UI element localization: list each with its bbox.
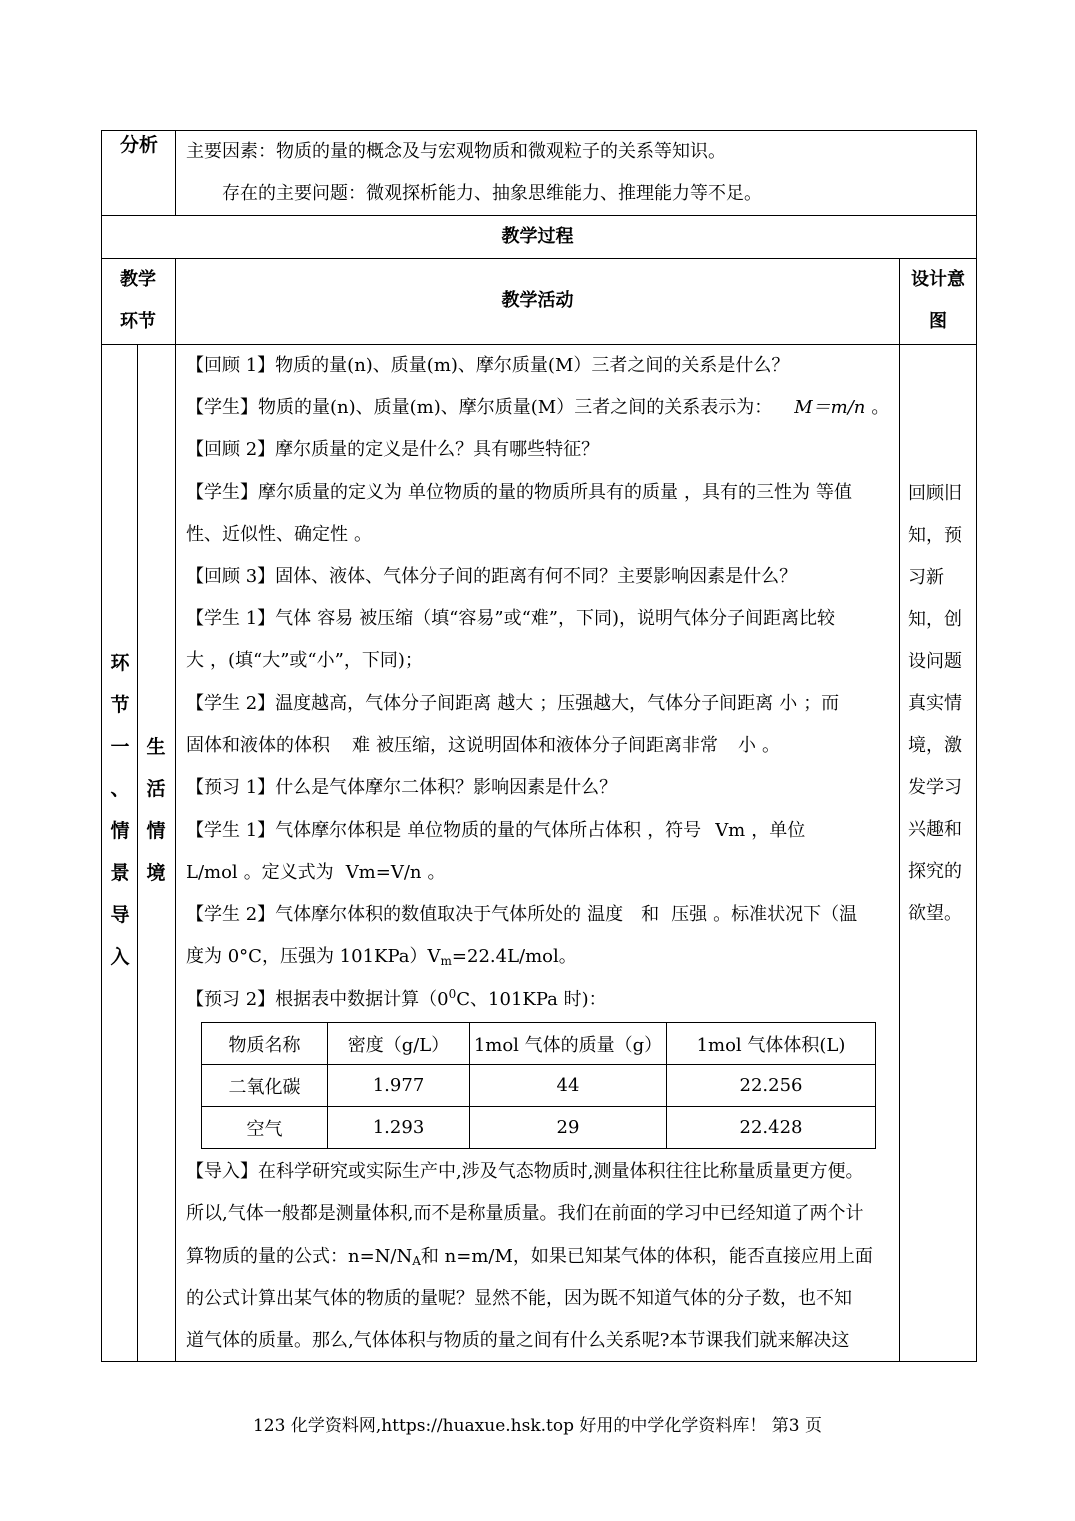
table-cell: 44 — [470, 1065, 667, 1107]
gas-student-2 — [186, 695, 839, 713]
text: 。 — [354, 524, 372, 545]
intent-line: 知，创 — [908, 609, 962, 630]
table-header-cell: 1mol 气体的质量（g） — [470, 1023, 667, 1065]
stage-char: 一 — [110, 736, 130, 758]
text: 。 — [762, 735, 780, 756]
text: 被压缩（填“容易”或“难”，下同)，说明气体分子间距离比较 — [359, 608, 836, 629]
stage-char: 情 — [110, 820, 130, 842]
text: ，(填“大”或“小”，下同)； — [210, 650, 423, 671]
text: C、101KPa 时)： — [456, 989, 607, 1010]
table-header-cell: 物质名称 — [202, 1023, 328, 1065]
gas-student-2-cont — [186, 737, 780, 755]
gas-student-1 — [186, 610, 835, 628]
superscript: 0 — [448, 987, 457, 1001]
text: 。 — [871, 397, 890, 418]
header-stage-line-1: 教学 — [120, 269, 156, 290]
process-title: 教学过程 — [501, 226, 574, 247]
analysis-line-1: 主要因素：物质的量的概念及与宏观物质和微观粒子的关系等知识。 — [186, 141, 726, 162]
stage-char: 景 — [110, 862, 130, 884]
text: 算物质的量的公式：n=N/N — [186, 1246, 413, 1267]
answer: M＝m/n — [794, 397, 866, 418]
intro-line-2: 所以,气体一般都是测量体积,而不是称量质量。我们在前面的学习中已经知道了两个计 — [186, 1203, 864, 1224]
gas-data-table — [201, 1022, 876, 1149]
answer: Vm — [715, 820, 746, 841]
preview-student-2-cont — [186, 948, 577, 966]
analysis-line-2: 存在的主要问题：微观探析能力、抽象思维能力、推理能力等不足。 — [222, 183, 762, 204]
text: ；压强越大，气体分子间距离 — [539, 693, 774, 714]
text: ，单位 — [751, 820, 806, 841]
table-header-cell: 密度（g/L） — [328, 1023, 470, 1065]
header-activity: 教学活动 — [501, 290, 574, 311]
answer: 容易 — [317, 608, 354, 629]
answer: 压强 — [671, 904, 708, 925]
intro-line-5: 道气体的质量。那么,气体体积与物质的量之间有什么关系呢?本节课我们就来解决这 — [186, 1330, 850, 1351]
answer: 小 — [738, 735, 756, 756]
table-cell: 空气 — [202, 1107, 328, 1149]
text: =22.4L/mol。 — [451, 946, 577, 967]
text: 被压缩，这说明固体和液体分子间距离非常 — [376, 735, 718, 756]
table-row — [202, 1065, 876, 1107]
answer: 小 — [779, 693, 798, 714]
rule — [175, 258, 176, 1362]
text: 【学生 2】气体摩尔体积的数值取决于气体所处的 — [186, 904, 582, 925]
text: 和 n=m/M，如果已知某气体的体积，能否直接应用上面 — [420, 1246, 873, 1267]
stage-char: 、 — [110, 778, 130, 800]
text: 固体和液体的体积 — [186, 735, 330, 756]
review-2: 【回顾 2】摩尔质量的定义是什么？具有哪些特征？ — [186, 439, 600, 460]
table-cell: 22.428 — [667, 1107, 876, 1149]
intent-line: 知，预 — [908, 525, 962, 546]
rule — [101, 344, 977, 345]
table-cell: 22.256 — [667, 1065, 876, 1107]
stage-label — [102, 642, 138, 978]
text: 和 — [641, 904, 660, 925]
sub-stage-label — [138, 726, 174, 894]
table-cell: 29 — [470, 1107, 667, 1149]
page-footer: 123 化学资料网,https://huaxue.hsk.top 好用的中学化学资料库！ 第3 页 — [252, 1416, 823, 1436]
student-answer-2 — [186, 484, 858, 502]
text: 【预习 2】根据表中数据计算（0 — [186, 989, 449, 1010]
sub-stage-char: 生 — [146, 736, 166, 758]
stage-char: 导 — [110, 904, 130, 926]
intent-line: 习新 — [908, 567, 944, 588]
text: 【学生】摩尔质量的定义为 — [186, 482, 402, 503]
text: 【学生】物质的量(n)、质量(m)、摩尔质量(M）三者之间的关系表示为： — [186, 397, 773, 418]
intent-line: 发学习 — [908, 777, 962, 798]
student-answer-2-cont — [186, 526, 378, 544]
stage-char: 环 — [110, 652, 130, 674]
stage-char: 入 — [110, 946, 130, 968]
preview-student-1-cont — [186, 864, 446, 882]
design-intent — [908, 473, 962, 935]
text: 。定义式为 — [243, 862, 334, 883]
answer: 等值 — [816, 482, 852, 503]
preview-1: 【预习 1】什么是气体摩尔二体积？影响因素是什么？ — [186, 777, 618, 798]
intent-line: 真实情 — [908, 693, 962, 714]
answer: 性、近似性、确定性 — [186, 524, 348, 545]
rule — [101, 258, 977, 259]
table-header-cell: 1mol 气体体积(L) — [667, 1023, 876, 1065]
rule — [899, 258, 900, 1362]
text: 【学生 2】温度越高，气体分子间距离 — [186, 693, 492, 714]
answer: 难 — [352, 735, 370, 756]
intent-line: 设问题 — [908, 651, 962, 672]
intent-line: 兴趣和 — [908, 819, 962, 840]
intent-line: 欲望。 — [908, 903, 962, 924]
text: ，具有的三性为 — [684, 482, 810, 503]
analysis-label: 分析 — [120, 134, 159, 156]
review-3: 【回顾 3】固体、液体、气体分子间的距离有何不同？主要影响因素是什么？ — [186, 566, 798, 587]
intent-line: 探究的 — [908, 861, 962, 882]
intent-line: 回顾旧 — [908, 483, 962, 504]
stage-char: 节 — [110, 694, 130, 716]
table-cell: 二氧化碳 — [202, 1065, 328, 1107]
intro-line-4: 的公式计算出某气体的物质的量呢？显然不能，因为既不知道气体的分子数，也不知 — [186, 1288, 852, 1309]
table-header-row — [202, 1023, 876, 1065]
text: 。 — [427, 862, 446, 883]
preview-student-1 — [186, 822, 805, 840]
header-stage-line-2: 环节 — [120, 311, 156, 332]
rule — [101, 215, 977, 216]
header-intent-line-2: 图 — [929, 311, 947, 332]
answer: Vm=V/n — [345, 862, 422, 883]
intro-line-3 — [186, 1248, 873, 1266]
text: 【学生 1】气体摩尔体积是 — [186, 820, 402, 841]
text: 【学生 1】气体 — [186, 608, 312, 629]
subscript: A — [412, 1254, 421, 1268]
sub-stage-char: 情 — [146, 820, 166, 842]
text: ，符号 — [647, 820, 702, 841]
text: ；而 — [803, 693, 840, 714]
table-cell: 1.977 — [328, 1065, 470, 1107]
answer: 单位物质的量的气体所占体积 — [407, 820, 642, 841]
preview-2 — [186, 987, 607, 1010]
preview-student-2 — [186, 906, 857, 924]
answer: L/mol — [186, 862, 238, 883]
sub-stage-char: 境 — [146, 862, 166, 884]
table-cell: 1.293 — [328, 1107, 470, 1149]
table-row — [202, 1107, 876, 1149]
student-answer-1 — [186, 399, 889, 417]
intent-line: 境，激 — [908, 735, 962, 756]
rule — [175, 130, 176, 216]
answer: 越大 — [497, 693, 534, 714]
text: 。标准状况下（温 — [713, 904, 858, 925]
answer: 温度 — [587, 904, 624, 925]
subscript: m — [440, 954, 452, 968]
text: 度为 0°C，压强为 101KPa）V — [186, 946, 441, 967]
answer: 单位物质的量的物质所具有的质量 — [408, 482, 678, 503]
gas-student-1-cont — [186, 652, 429, 670]
answer: 大 — [186, 650, 204, 671]
intro-line-1: 【导入】在科学研究或实际生产中,涉及气态物质时,测量体积往往比称量质量更方便。 — [186, 1161, 864, 1182]
header-intent-line-1: 设计意 — [911, 269, 965, 290]
review-1: 【回顾 1】物质的量(n)、质量(m)、摩尔质量(M）三者之间的关系是什么？ — [186, 355, 790, 376]
sub-stage-char: 活 — [146, 778, 166, 800]
